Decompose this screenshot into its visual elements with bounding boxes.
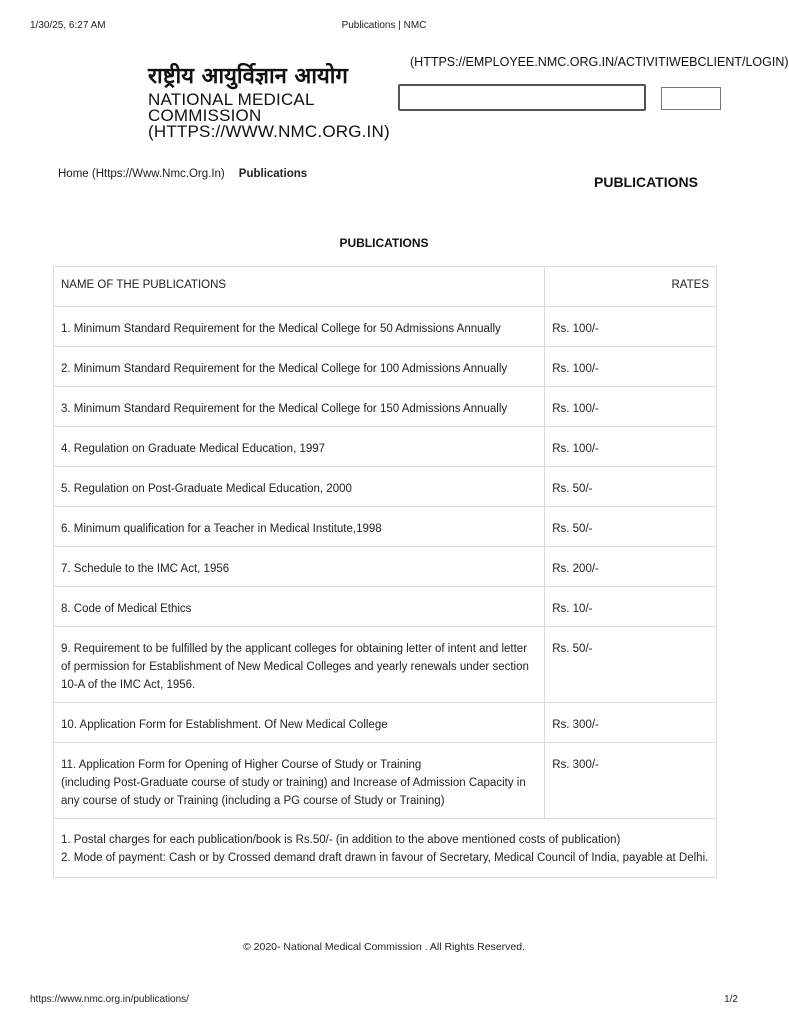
- copyright-text: © 2020- National Medical Commission . All Rights Reserved.: [242, 941, 526, 953]
- table-row: [54, 347, 717, 387]
- table-title: PUBLICATIONS: [339, 236, 429, 250]
- publication-name-line: (including Post-Graduate course of study or training) and Increase of Admission Capacity in any course of study or Training (including a PG course of Study or Training): [61, 777, 526, 807]
- publication-name: 8. Code of Medical Ethics: [54, 587, 545, 627]
- breadcrumb-home-link[interactable]: Home (Https://Www.Nmc.Org.In): [58, 168, 225, 180]
- print-page-number: 1/2: [724, 994, 738, 1005]
- table-row: [54, 587, 717, 627]
- column-header-name: NAME OF THE PUBLICATIONS: [54, 267, 545, 307]
- table-header-row: [54, 267, 717, 307]
- publication-name: 1. Minimum Standard Requirement for the Medical College for 50 Admissions Annually: [54, 307, 545, 347]
- publications-table: [53, 266, 717, 878]
- print-url: https://www.nmc.org.in/publications/: [30, 994, 189, 1005]
- publication-rate: Rs. 300/-: [545, 703, 717, 743]
- publication-rate: Rs. 100/-: [545, 347, 717, 387]
- logo-line-1: NATIONAL MEDICAL: [148, 90, 315, 109]
- logo-line-2: COMMISSION: [148, 106, 262, 125]
- table-row: [54, 547, 717, 587]
- publication-rate: Rs. 200/-: [545, 547, 717, 587]
- notes-row: [54, 819, 717, 878]
- note-postal-charges: 1. Postal charges for each publication/book is Rs.50/- (in addition to the above mentioned costs of publication): [61, 834, 621, 846]
- publication-name: 3. Minimum Standard Requirement for the Medical College for 150 Admissions Annually: [54, 387, 545, 427]
- table-row: [54, 627, 717, 703]
- table-row: [54, 507, 717, 547]
- table-row: [54, 427, 717, 467]
- publication-name: 6. Minimum qualification for a Teacher in Medical Institute,1998: [54, 507, 545, 547]
- publication-name: 5. Regulation on Post-Graduate Medical Education, 2000: [54, 467, 545, 507]
- employee-login-link[interactable]: (HTTPS://EMPLOYEE.NMC.ORG.IN/ACTIVITIWEBCLIENT/LOGIN): [410, 55, 789, 69]
- notes-cell: [54, 819, 717, 878]
- publication-name: 7. Schedule to the IMC Act, 1956: [54, 547, 545, 587]
- table-row: [54, 703, 717, 743]
- print-datetime: 1/30/25, 6:27 AM: [30, 20, 106, 31]
- publication-name: [54, 743, 545, 819]
- page-title: PUBLICATIONS: [594, 174, 698, 190]
- publication-rate: Rs. 50/-: [545, 627, 717, 703]
- publication-rate: Rs. 100/-: [545, 427, 717, 467]
- breadcrumb: [58, 168, 307, 180]
- logo-line-3: (HTTPS://WWW.NMC.ORG.IN): [148, 122, 390, 141]
- table-row: [54, 387, 717, 427]
- table-row: [54, 467, 717, 507]
- print-page-title: Publications | NMC: [341, 20, 427, 31]
- publication-rate: Rs. 50/-: [545, 507, 717, 547]
- publication-rate: Rs. 10/-: [545, 587, 717, 627]
- publication-rate: Rs. 100/-: [545, 387, 717, 427]
- publication-rate: Rs. 100/-: [545, 307, 717, 347]
- breadcrumb-current: Publications: [238, 168, 308, 180]
- search-input[interactable]: [398, 84, 646, 111]
- publication-name: 9. Requirement to be fulfilled by the applicant colleges for obtaining letter of intent and letter of permission for Establishment of New Medical Colleges and yearly renewals under section 10-A of the IMC Act, 1956.: [54, 627, 545, 703]
- note-payment-mode: 2. Mode of payment: Cash or by Crossed demand draft drawn in favour of Secretary, Medical Council of India, payable at Delhi.: [61, 852, 709, 864]
- table-row: [54, 743, 717, 819]
- publication-name: 4. Regulation on Graduate Medical Education, 1997: [54, 427, 545, 467]
- publication-rate: Rs. 50/-: [545, 467, 717, 507]
- search-button[interactable]: [661, 87, 721, 110]
- column-header-rates: RATES: [545, 267, 717, 307]
- publication-rate: Rs. 300/-: [545, 743, 717, 819]
- table-row: [54, 307, 717, 347]
- logo-hindi-text: राष्ट्रीय आयुर्विज्ञान आयोग: [148, 64, 348, 89]
- publication-name-line: 11. Application Form for Opening of Higher Course of Study or Training: [61, 759, 422, 771]
- publication-name: 10. Application Form for Establishment. Of New Medical College: [54, 703, 545, 743]
- publication-name: 2. Minimum Standard Requirement for the Medical College for 100 Admissions Annually: [54, 347, 545, 387]
